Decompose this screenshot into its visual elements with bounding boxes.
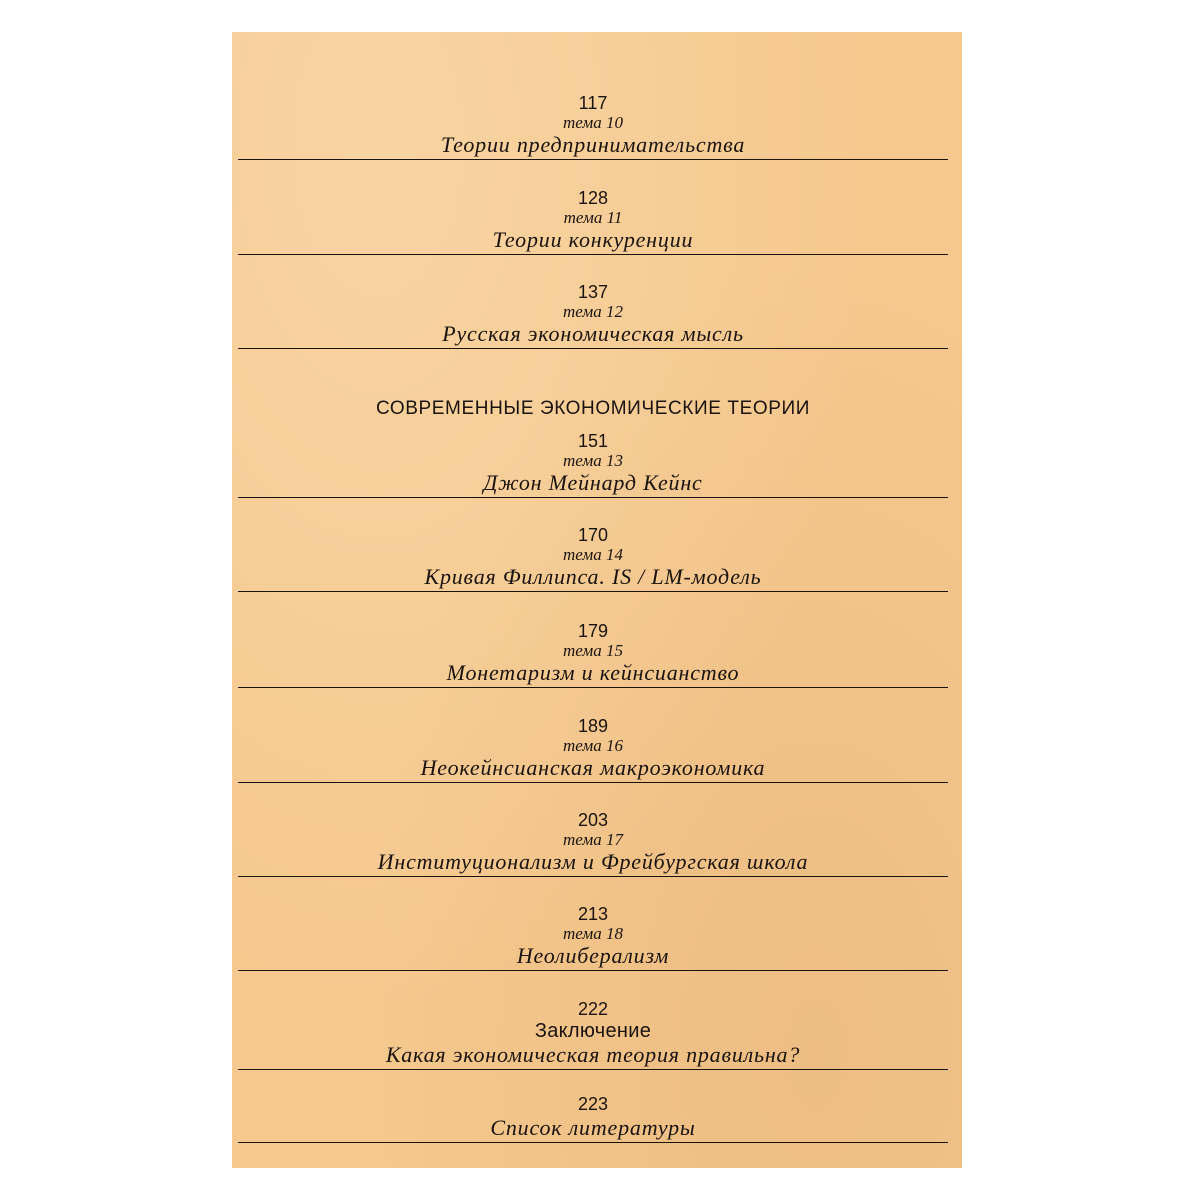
chapter-title: Какая экономическая теория правильна? [385, 1042, 801, 1067]
theme-number: тема 12 [563, 302, 623, 321]
toc-entry-theme-15[interactable] [238, 620, 948, 688]
chapter-title: Джон Мейнард Кейнс [483, 470, 703, 495]
divider-line [238, 591, 948, 592]
page-number: 151 [577, 431, 609, 451]
page-number: 170 [577, 525, 609, 545]
chapter-title: Неокейнсианская макроэкономика [420, 755, 766, 780]
divider-line [238, 970, 948, 971]
theme-number: тема 17 [563, 830, 623, 849]
theme-number: тема 18 [563, 924, 623, 943]
toc-entry-theme-14[interactable] [238, 524, 948, 592]
chapter-title: Неолиберализм [516, 943, 670, 968]
chapter-title: Монетаризм и кейнсианство [446, 660, 740, 685]
toc-entry-theme-13[interactable] [238, 430, 948, 498]
chapter-title: Русская экономическая мысль [442, 321, 744, 346]
divider-line [238, 159, 948, 160]
page-number: 189 [577, 716, 609, 736]
book-page [232, 32, 962, 1168]
divider-line [238, 254, 948, 255]
toc-entry-theme-10[interactable] [238, 92, 948, 160]
page-number: 137 [577, 282, 609, 302]
page-number: 223 [577, 1094, 609, 1114]
divider-line [238, 348, 948, 349]
toc-entry-theme-17[interactable] [238, 809, 948, 877]
divider-line [238, 1142, 948, 1143]
toc-entry-bibliography[interactable] [238, 1093, 948, 1143]
theme-number: тема 10 [563, 113, 623, 132]
chapter-title: Теории конкуренции [492, 227, 694, 252]
toc-entry-conclusion[interactable] [238, 998, 948, 1070]
page-number: 179 [577, 621, 609, 641]
page-number: 222 [577, 999, 609, 1019]
theme-number: тема 14 [563, 545, 623, 564]
page-number: 213 [577, 904, 609, 924]
page-number: 117 [578, 93, 608, 113]
divider-line [238, 687, 948, 688]
theme-number: тема 11 [563, 208, 623, 227]
theme-number: тема 16 [563, 736, 623, 755]
chapter-title: Список литературы [490, 1115, 696, 1140]
toc-entry-theme-16[interactable] [238, 715, 948, 783]
toc-entry-theme-11[interactable] [238, 187, 948, 255]
conclusion-label: Заключение [534, 1020, 652, 1042]
divider-line [238, 497, 948, 498]
toc-entry-theme-18[interactable] [238, 903, 948, 971]
divider-line [238, 876, 948, 877]
chapter-title: Теории предпринимательства [440, 132, 746, 157]
section-heading: СОВРЕМЕННЫЕ ЭКОНОМИЧЕСКИЕ ТЕОРИИ [375, 398, 811, 419]
toc-entry-theme-12[interactable] [238, 281, 948, 349]
divider-line [238, 782, 948, 783]
chapter-title: Кривая Филлипса. IS / LM-модель [424, 564, 762, 589]
chapter-title: Институционализм и Фрейбургская школа [377, 849, 809, 874]
divider-line [238, 1069, 948, 1070]
page-number: 128 [577, 188, 609, 208]
theme-number: тема 15 [563, 641, 623, 660]
page-number: 203 [577, 810, 609, 830]
theme-number: тема 13 [563, 451, 623, 470]
